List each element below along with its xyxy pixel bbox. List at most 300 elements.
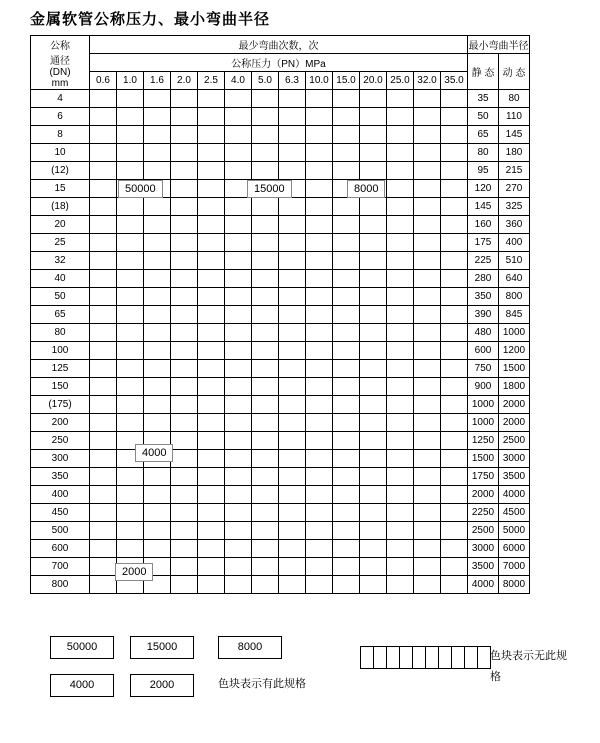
grid-cell	[117, 486, 144, 504]
header-pressure-6.3: 6.3	[279, 72, 306, 90]
row-static-radius: 2250	[468, 504, 499, 522]
grid-cell	[144, 324, 171, 342]
grid-cell	[225, 504, 252, 522]
grid-cell	[387, 198, 414, 216]
grid-cell	[414, 450, 441, 468]
legend-empty-grid	[360, 646, 491, 669]
grid-cell	[441, 342, 468, 360]
grid-cell	[414, 216, 441, 234]
grid-cell	[306, 216, 333, 234]
header-pressure-25.0: 25.0	[387, 72, 414, 90]
grid-cell	[117, 216, 144, 234]
grid-cell	[360, 306, 387, 324]
grid-cell	[252, 432, 279, 450]
table-row	[31, 144, 530, 162]
grid-cell	[171, 558, 198, 576]
grid-cell	[225, 252, 252, 270]
grid-cell	[144, 90, 171, 108]
grid-cell	[387, 216, 414, 234]
row-dn: 4	[31, 90, 90, 108]
grid-cell	[441, 576, 468, 594]
row-dynamic-radius: 800	[499, 288, 530, 306]
grid-cell	[306, 360, 333, 378]
header-pressure-35.0: 35.0	[441, 72, 468, 90]
overlay-label-4000: 4000	[135, 444, 173, 462]
legend-empty-cell	[478, 647, 491, 669]
grid-cell	[252, 252, 279, 270]
grid-cell	[225, 432, 252, 450]
grid-cell	[225, 414, 252, 432]
grid-cell	[441, 324, 468, 342]
grid-cell	[198, 414, 225, 432]
grid-cell	[171, 252, 198, 270]
grid-cell	[441, 198, 468, 216]
grid-cell	[333, 540, 360, 558]
row-dn: 8	[31, 126, 90, 144]
grid-cell	[225, 234, 252, 252]
grid-cell	[414, 252, 441, 270]
grid-cell	[198, 252, 225, 270]
grid-cell	[117, 306, 144, 324]
table-row	[31, 558, 530, 576]
grid-cell	[117, 360, 144, 378]
grid-cell	[171, 216, 198, 234]
grid-cell	[117, 162, 144, 180]
grid-cell	[306, 162, 333, 180]
grid-cell	[387, 342, 414, 360]
grid-cell	[90, 342, 117, 360]
grid-cell	[360, 486, 387, 504]
grid-cell	[225, 270, 252, 288]
grid-cell	[171, 342, 198, 360]
grid-cell	[414, 288, 441, 306]
grid-cell	[333, 504, 360, 522]
row-static-radius: 175	[468, 234, 499, 252]
grid-cell	[414, 504, 441, 522]
grid-cell	[306, 108, 333, 126]
grid-cell	[441, 144, 468, 162]
grid-cell	[117, 288, 144, 306]
grid-cell	[252, 414, 279, 432]
table-row	[31, 378, 530, 396]
grid-cell	[279, 522, 306, 540]
table-row	[31, 234, 530, 252]
grid-cell	[171, 126, 198, 144]
grid-cell	[414, 576, 441, 594]
row-static-radius: 1750	[468, 468, 499, 486]
grid-cell	[144, 540, 171, 558]
grid-cell	[90, 216, 117, 234]
grid-cell	[171, 234, 198, 252]
row-static-radius: 225	[468, 252, 499, 270]
grid-cell	[117, 234, 144, 252]
grid-cell	[333, 378, 360, 396]
row-static-radius: 80	[468, 144, 499, 162]
row-dynamic-radius: 1500	[499, 360, 530, 378]
table-body	[31, 90, 530, 594]
grid-cell	[252, 234, 279, 252]
legend-empty-cell	[400, 647, 413, 669]
grid-cell	[441, 360, 468, 378]
grid-cell	[144, 108, 171, 126]
grid-cell	[198, 162, 225, 180]
row-static-radius: 35	[468, 90, 499, 108]
grid-cell	[225, 360, 252, 378]
grid-cell	[333, 432, 360, 450]
row-static-radius: 4000	[468, 576, 499, 594]
legend-empty-cell	[374, 647, 387, 669]
grid-cell	[198, 198, 225, 216]
grid-cell	[279, 396, 306, 414]
table-row	[31, 468, 530, 486]
row-static-radius: 1500	[468, 450, 499, 468]
grid-cell	[90, 486, 117, 504]
grid-cell	[90, 414, 117, 432]
row-static-radius: 50	[468, 108, 499, 126]
grid-cell	[279, 108, 306, 126]
row-dn: 800	[31, 576, 90, 594]
overlay-label-15000: 15000	[247, 180, 292, 198]
grid-cell	[90, 468, 117, 486]
grid-cell	[225, 144, 252, 162]
grid-cell	[441, 504, 468, 522]
grid-cell	[144, 522, 171, 540]
grid-cell	[360, 108, 387, 126]
grid-cell	[333, 162, 360, 180]
grid-cell	[360, 378, 387, 396]
grid-cell	[387, 378, 414, 396]
legend-swatch-50000: 50000	[50, 636, 114, 659]
table-row	[31, 252, 530, 270]
grid-cell	[117, 144, 144, 162]
grid-cell	[441, 486, 468, 504]
grid-cell	[387, 288, 414, 306]
grid-cell	[144, 396, 171, 414]
grid-cell	[333, 414, 360, 432]
overlay-label-2000: 2000	[115, 563, 153, 581]
grid-cell	[333, 558, 360, 576]
grid-cell	[225, 198, 252, 216]
grid-cell	[171, 90, 198, 108]
row-dynamic-radius: 215	[499, 162, 530, 180]
grid-cell	[387, 144, 414, 162]
row-dn: 450	[31, 504, 90, 522]
grid-cell	[117, 90, 144, 108]
grid-cell	[333, 360, 360, 378]
grid-cell	[144, 378, 171, 396]
grid-cell	[171, 522, 198, 540]
row-dn: 20	[31, 216, 90, 234]
grid-cell	[360, 162, 387, 180]
grid-cell	[333, 252, 360, 270]
grid-cell	[225, 162, 252, 180]
row-dn: 125	[31, 360, 90, 378]
grid-cell	[90, 378, 117, 396]
grid-cell	[144, 360, 171, 378]
grid-cell	[306, 198, 333, 216]
grid-cell	[117, 504, 144, 522]
row-dynamic-radius: 1200	[499, 342, 530, 360]
grid-cell	[252, 126, 279, 144]
grid-cell	[360, 252, 387, 270]
grid-cell	[252, 486, 279, 504]
grid-cell	[225, 108, 252, 126]
grid-cell	[441, 450, 468, 468]
grid-cell	[387, 558, 414, 576]
row-dn: 500	[31, 522, 90, 540]
grid-cell	[306, 270, 333, 288]
grid-cell	[171, 504, 198, 522]
row-dn: 15	[31, 180, 90, 198]
grid-cell	[360, 540, 387, 558]
grid-cell	[252, 450, 279, 468]
grid-cell	[171, 540, 198, 558]
grid-cell	[198, 450, 225, 468]
grid-cell	[441, 108, 468, 126]
grid-cell	[414, 432, 441, 450]
legend-empty-cell	[387, 647, 400, 669]
table-row	[31, 162, 530, 180]
grid-cell	[225, 288, 252, 306]
header-pressure-2.5: 2.5	[198, 72, 225, 90]
grid-cell	[414, 270, 441, 288]
grid-cell	[144, 126, 171, 144]
grid-cell	[306, 288, 333, 306]
grid-cell	[360, 216, 387, 234]
grid-cell	[387, 468, 414, 486]
grid-cell	[117, 342, 144, 360]
header-pressure-20.0: 20.0	[360, 72, 387, 90]
grid-cell	[252, 324, 279, 342]
row-dn: 250	[31, 432, 90, 450]
grid-cell	[117, 522, 144, 540]
header-dn-line-3: (DN)	[49, 66, 71, 78]
table-row	[31, 198, 530, 216]
grid-cell	[441, 540, 468, 558]
grid-cell	[333, 522, 360, 540]
row-static-radius: 1250	[468, 432, 499, 450]
grid-cell	[360, 90, 387, 108]
row-dynamic-radius: 270	[499, 180, 530, 198]
row-static-radius: 750	[468, 360, 499, 378]
grid-cell	[144, 486, 171, 504]
grid-cell	[198, 144, 225, 162]
grid-cell	[387, 414, 414, 432]
row-static-radius: 1000	[468, 396, 499, 414]
grid-cell	[198, 504, 225, 522]
grid-cell	[198, 306, 225, 324]
grid-cell	[360, 576, 387, 594]
grid-cell	[279, 540, 306, 558]
row-dynamic-radius: 180	[499, 144, 530, 162]
grid-cell	[252, 360, 279, 378]
row-dynamic-radius: 3000	[499, 450, 530, 468]
legend-empty-grid-table	[360, 646, 491, 669]
grid-cell	[360, 504, 387, 522]
grid-cell	[306, 306, 333, 324]
grid-cell	[279, 486, 306, 504]
grid-cell	[144, 468, 171, 486]
grid-cell	[279, 342, 306, 360]
row-dynamic-radius: 4500	[499, 504, 530, 522]
grid-cell	[171, 468, 198, 486]
grid-cell	[252, 162, 279, 180]
row-dynamic-radius: 400	[499, 234, 530, 252]
header-dn-line-4: mm	[51, 77, 69, 89]
grid-cell	[387, 162, 414, 180]
row-dynamic-radius: 7000	[499, 558, 530, 576]
grid-cell	[414, 90, 441, 108]
legend-swatch-15000: 15000	[130, 636, 194, 659]
grid-cell	[333, 450, 360, 468]
grid-cell	[252, 270, 279, 288]
grid-cell	[279, 468, 306, 486]
table-head	[31, 36, 530, 90]
grid-cell	[306, 414, 333, 432]
grid-cell	[333, 90, 360, 108]
grid-cell	[441, 234, 468, 252]
spec-table	[30, 35, 530, 594]
grid-cell	[279, 162, 306, 180]
grid-cell	[360, 558, 387, 576]
grid-cell	[252, 90, 279, 108]
grid-cell	[279, 234, 306, 252]
grid-cell	[441, 216, 468, 234]
grid-cell	[252, 540, 279, 558]
grid-cell	[171, 144, 198, 162]
grid-cell	[198, 288, 225, 306]
grid-cell	[306, 486, 333, 504]
legend-note-none: 色块表示无此规格	[490, 650, 567, 683]
row-dn: 65	[31, 306, 90, 324]
grid-cell	[306, 378, 333, 396]
grid-cell	[333, 108, 360, 126]
table-row	[31, 576, 530, 594]
grid-cell	[441, 288, 468, 306]
grid-cell	[414, 540, 441, 558]
legend-note-color: 色块表示有此规格	[218, 678, 306, 690]
header-pressure-10.0: 10.0	[306, 72, 333, 90]
row-dynamic-radius: 6000	[499, 540, 530, 558]
grid-cell	[333, 342, 360, 360]
grid-cell	[279, 432, 306, 450]
table-row	[31, 504, 530, 522]
grid-cell	[117, 126, 144, 144]
grid-cell	[333, 234, 360, 252]
row-dynamic-radius: 8000	[499, 576, 530, 594]
grid-cell	[414, 396, 441, 414]
grid-cell	[171, 306, 198, 324]
grid-cell	[198, 576, 225, 594]
header-static: 静 态	[468, 54, 499, 90]
grid-cell	[279, 198, 306, 216]
grid-cell	[306, 396, 333, 414]
grid-cell	[279, 270, 306, 288]
grid-cell	[306, 144, 333, 162]
grid-cell	[387, 486, 414, 504]
grid-cell	[90, 360, 117, 378]
legend-empty-cell	[439, 647, 452, 669]
grid-cell	[198, 108, 225, 126]
row-dynamic-radius: 640	[499, 270, 530, 288]
grid-cell	[387, 432, 414, 450]
grid-cell	[333, 216, 360, 234]
row-static-radius: 900	[468, 378, 499, 396]
grid-cell	[306, 180, 333, 198]
row-dn: 350	[31, 468, 90, 486]
table-row	[31, 486, 530, 504]
grid-cell	[279, 378, 306, 396]
grid-cell	[360, 234, 387, 252]
row-dn: 150	[31, 378, 90, 396]
grid-cell	[198, 270, 225, 288]
grid-cell	[171, 486, 198, 504]
grid-cell	[225, 396, 252, 414]
row-dn: 25	[31, 234, 90, 252]
grid-cell	[252, 306, 279, 324]
table-row	[31, 108, 530, 126]
grid-cell	[387, 522, 414, 540]
grid-cell	[144, 252, 171, 270]
grid-cell	[333, 288, 360, 306]
grid-cell	[225, 450, 252, 468]
row-dynamic-radius: 4000	[499, 486, 530, 504]
grid-cell	[252, 396, 279, 414]
grid-cell	[225, 216, 252, 234]
header-pressure-1.0: 1.0	[117, 72, 144, 90]
row-static-radius: 480	[468, 324, 499, 342]
grid-cell	[387, 396, 414, 414]
header-pressure-0.6: 0.6	[90, 72, 117, 90]
table-row	[31, 432, 530, 450]
grid-cell	[360, 396, 387, 414]
table-row	[31, 216, 530, 234]
table-row	[31, 396, 530, 414]
grid-cell	[441, 252, 468, 270]
grid-cell	[279, 576, 306, 594]
grid-cell	[414, 522, 441, 540]
legend-swatch-4000: 4000	[50, 674, 114, 697]
grid-cell	[441, 396, 468, 414]
grid-cell	[360, 360, 387, 378]
grid-cell	[198, 558, 225, 576]
grid-cell	[306, 126, 333, 144]
grid-cell	[333, 306, 360, 324]
grid-cell	[171, 414, 198, 432]
grid-cell	[225, 522, 252, 540]
grid-cell	[252, 468, 279, 486]
grid-cell	[117, 108, 144, 126]
grid-cell	[387, 180, 414, 198]
grid-cell	[90, 180, 117, 198]
grid-cell	[198, 90, 225, 108]
grid-cell	[90, 270, 117, 288]
grid-cell	[333, 126, 360, 144]
grid-cell	[225, 306, 252, 324]
grid-cell	[441, 162, 468, 180]
grid-cell	[144, 198, 171, 216]
row-static-radius: 3500	[468, 558, 499, 576]
grid-cell	[333, 486, 360, 504]
grid-cell	[225, 486, 252, 504]
grid-cell	[171, 270, 198, 288]
grid-cell	[441, 306, 468, 324]
grid-cell	[171, 108, 198, 126]
grid-cell	[360, 522, 387, 540]
row-dn: 32	[31, 252, 90, 270]
grid-cell	[360, 270, 387, 288]
grid-cell	[90, 504, 117, 522]
